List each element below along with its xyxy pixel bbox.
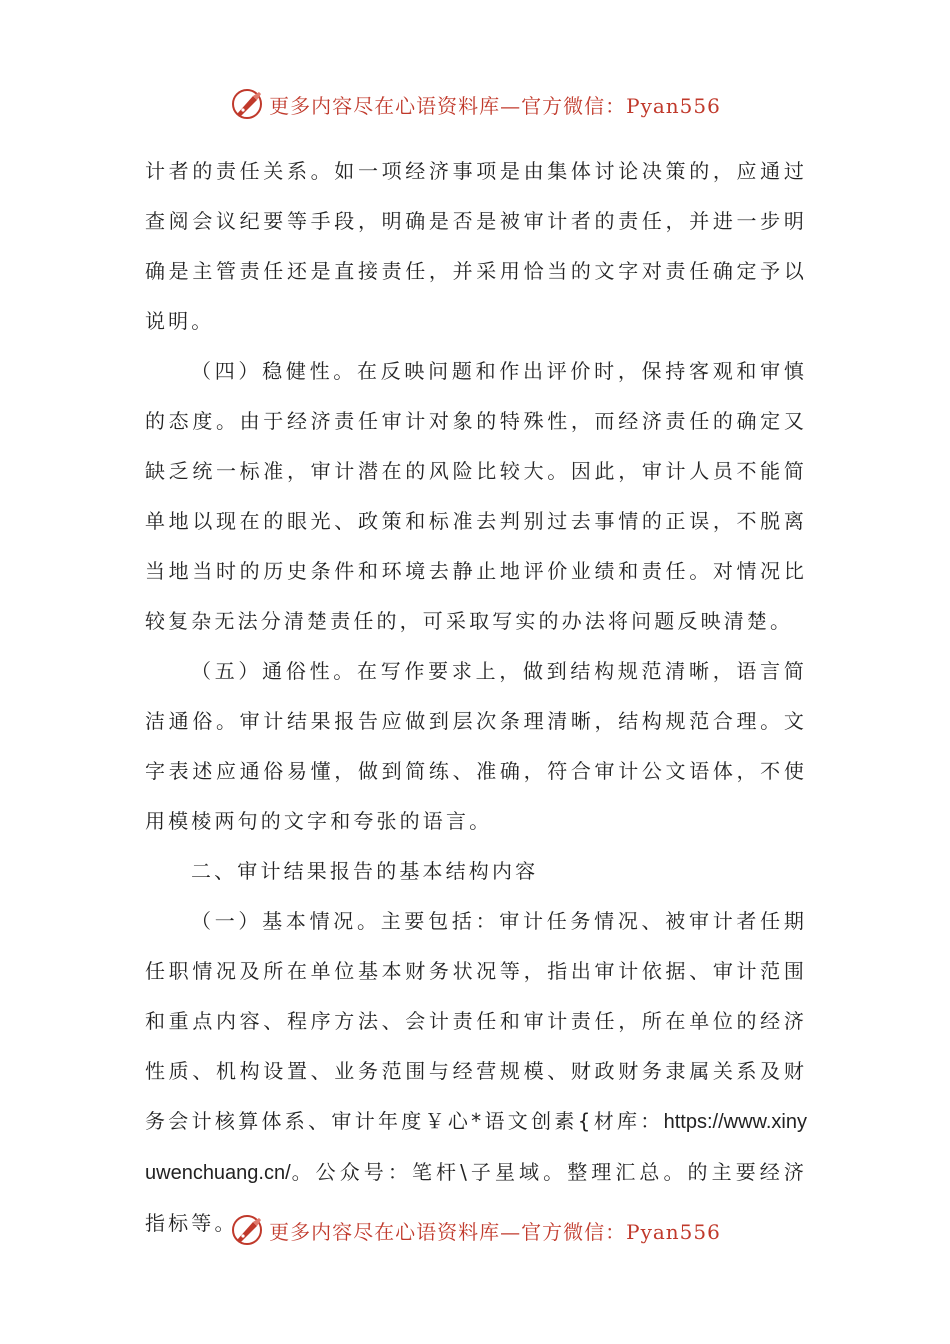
basic-situation-text-end: 。公众号：笔杆\子星域。整理汇总。的主要经济指标等。 [145,1160,807,1235]
pen-nib-logo-icon [229,86,265,122]
paragraph-plainness: （五）通俗性。在写作要求上，做到结构规范清晰，语言简洁通俗。审计结果报告应做到层次条理清晰，结构规范合理。文字表述应通俗易懂，做到简练、准确，符合审计公文语体，不使用模棱两句的文字和夸张的语言。 [145,659,807,833]
paragraph-basic-situation [145,896,807,1248]
header-watermark-banner [0,84,950,124]
footer-watermark-text: 更多内容尽在心语资料库—官方微信：Pyan556 [269,1219,721,1244]
paragraph-prudence: （四）稳健性。在反映问题和作出评价时，保持客观和审慎的态度。由于经济责任审计对象的特殊性，而经济责任的确定又缺乏统一标准，审计潜在的风险比较大。因此，审计人员不能简单地以现在的眼光、政策和标准去判别过去事情的正误，不脱离当地当时的历史条件和环境去静止地评价业绩和责任。对情况比较复杂无法分清楚责任的，可采取写实的办法将问题反映清楚。 [145,359,807,633]
pen-nib-logo-icon [229,1212,265,1248]
basic-situation-text: （一）基本情况。主要包括：审计任务情况、被审计者任期任职情况及所在单位基本财务状况等，指出审计依据、审计范围和重点内容、程序方法、会计责任和审计责任，所在单位的经济性质、机构设置、业务范围与经营规模、财政财务隶属关系及财务会计核算体系、审计年度￥心*语文创素{材库： [145,909,807,1133]
header-watermark-text: 更多内容尽在心语资料库—官方微信：Pyan556 [269,93,721,118]
document-body [145,146,807,1248]
source-url-link[interactable]: https://www.xinyuwenchuang.cn/ [145,1111,807,1184]
section-heading-structure: 二、审计结果报告的基本结构内容 [191,859,539,883]
paragraph-responsibility: 计者的责任关系。如一项经济事项是由集体讨论决策的，应通过查阅会议纪要等手段，明确是否是被审计者的责任，并进一步明确是主管责任还是直接责任，并采用恰当的文字对责任确定予以说明。 [145,159,807,333]
footer-watermark-banner [0,1210,950,1250]
